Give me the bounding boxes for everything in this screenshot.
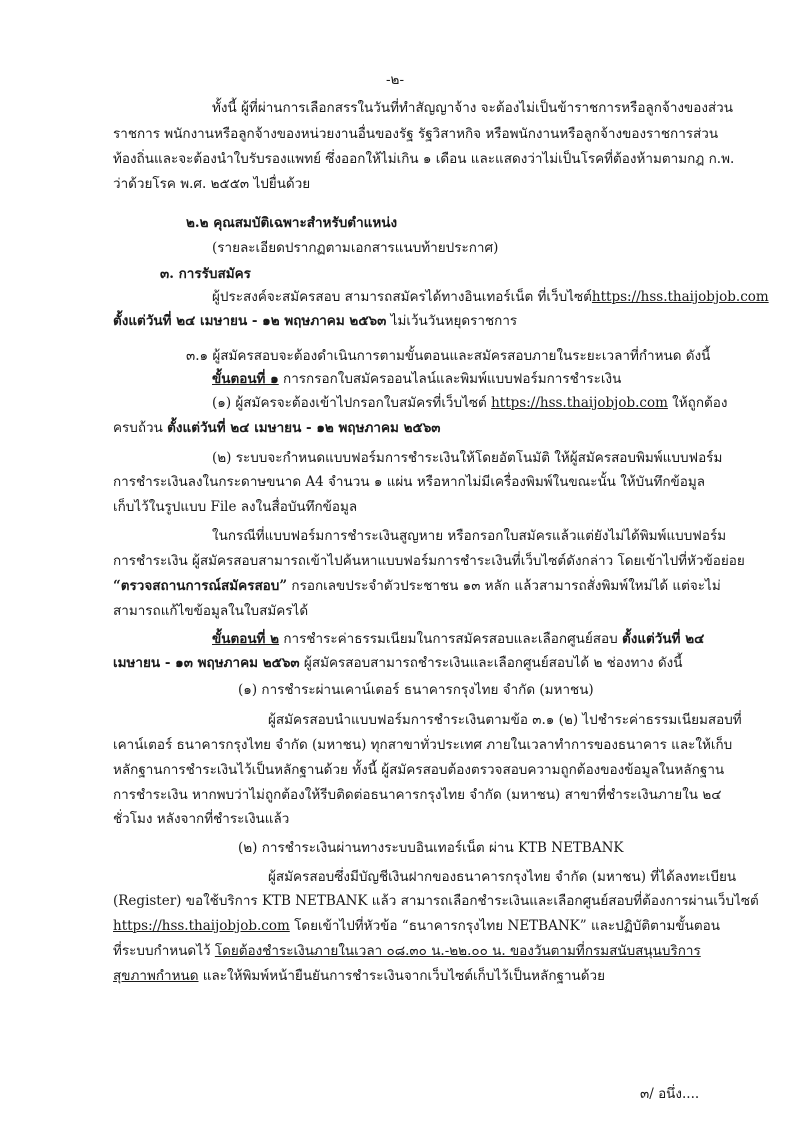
payment-option-2-line-4 [113, 941, 701, 961]
step-1-text: การกรอกใบสมัครออนไลน์และพิมพ์แบบฟอร์มการชำระเงิน [278, 371, 622, 387]
intro-line-3: ท้องถิ่นและจะต้องนำใบรับรองแพทย์ ซึ่งออกให้ไม่เกิน ๑ เดือน และแสดงว่าไม่เป็นโรคที่ต้องห้ามตามกฎ ก.พ. [113, 151, 735, 167]
continuation-marker: ๓/ อนึ่ง.... [640, 1086, 700, 1102]
payment-option-1-title: (๑) การชำระผ่านเคาน์เตอร์ ธนาคารกรุงไทย จำกัด (มหาชน) [238, 682, 594, 698]
lost-form-line-1: ในกรณีที่แบบฟอร์มการชำระเงินสูญหาย หรือกรอกใบสมัครแล้วแต่ยังไม่ได้พิมพ์แบบฟอร์ม [212, 528, 727, 544]
section-3-paragraph-line-1 [212, 287, 769, 307]
step-1-item-1-cont-text: ครบถ้วน [113, 420, 168, 436]
payment-option-2-line-1: ผู้สมัครสอบซึ่งมีบัญชีเงินฝากของธนาคารกรุงไทย จำกัด (มหาชน) ที่ได้ลงทะเบียน [268, 869, 737, 885]
step-1-item-2-line-3: เก็บไว้ในรูปแบบ File ลงในสื่อบันทึกข้อมูล [113, 499, 358, 515]
website-link[interactable]: https://hss.thaijobjob.com [591, 289, 769, 305]
lost-form-line-4: สามารถแก้ไขข้อมูลในใบสมัครได้ [113, 603, 309, 619]
step-1-item-1 [212, 393, 728, 413]
payment-time-window-cont: สุขภาพกำหนด [113, 968, 199, 984]
step-2-tail: ผู้สมัครสอบสามารถชำระเงินและเลือกศูนย์สอบได้ ๒ ช่องทาง ดังนี้ [299, 655, 683, 671]
step-1-item-1-cont [113, 418, 441, 438]
payment-time-window: โดยต้องชำระเงินภายในเวลา ๐๘.๓๐ น.-๒๒.๐๐ น. ของวันตามที่กรมสนับสนุนบริการ [214, 943, 701, 959]
step-1-item-2-line-1: (๒) ระบบจะกำหนดแบบฟอร์มการชำระเงินให้โดยอัตโนมัติ ให้ผู้สมัครสอบพิมพ์แบบฟอร์ม [212, 450, 723, 466]
step-2-line [212, 629, 704, 649]
website-link[interactable]: https://hss.thaijobjob.com [113, 918, 290, 934]
section-2-2-note: (รายละเอียดปรากฏตามเอกสารแนบท้ายประกาศ) [212, 240, 499, 256]
intro-line-2: ราชการ พนักงานหรือลูกจ้างของหน่วยงานอื่นของรัฐ รัฐวิสาหกิจ หรือพนักงานหรือลูกจ้างของราชการส่วน [113, 126, 719, 142]
lost-form-line-2: การชำระเงิน ผู้สมัครสอบสามารถเข้าไปค้นหาแบบฟอร์มการชำระเงินที่เว็บไซต์ดังกล่าว โดยเข้าไปที่หัวข้อย่อย [113, 553, 745, 569]
intro-line-4: ว่าด้วยโรค พ.ศ. ๒๕๕๓ ไปยื่นด้วย [113, 176, 311, 192]
section-3-text: ผู้ประสงค์จะสมัครสอบ สามารถสมัครได้ทางอินเทอร์เน็ต ที่เว็บไซต์ [212, 289, 592, 305]
page-number: -๒- [386, 72, 405, 88]
lost-form-line-3-tail: กรอกเลขประจำตัวประชาชน ๑๓ หลัก แล้วสามารถสั่งพิมพ์ใหม่ได้ แต่จะไม่ [287, 578, 721, 594]
intro-line-1: ทั้งนี้ ผู้ที่ผ่านการเลือกสรรในวันที่ทำสัญญาจ้าง จะต้องไม่เป็นข้าราชการหรือลูกจ้างของส่วน [212, 100, 733, 116]
section-2-2-heading: ๒.๒ คุณสมบัติเฉพาะสำหรับตำแหน่ง [186, 215, 398, 231]
check-status-menu: “ตรวจสถานการณ์สมัครสอบ” [113, 578, 288, 594]
payment-option-2-line-5 [113, 966, 605, 986]
step-1-item-2-line-2: การชำระเงินลงในกระดาษขนาด A4 จำนวน ๑ แผ่น หรือหากไม่มีเครื่องพิมพ์ในขณะนั้น ให้บันทึกข้อมูล [113, 474, 706, 490]
payment-option-1-line-2: เคาน์เตอร์ ธนาคารกรุงไทย จำกัด (มหาชน) ทุกสาขาทั่วประเทศ ภายในเวลาทำการของธนาคาร และให้เก็บ [113, 737, 733, 753]
section-3-heading: ๓. การรับสมัคร [160, 266, 251, 282]
step-2-label: ขั้นตอนที่ ๒ [212, 631, 280, 647]
payment-option-2-title: (๒) การชำระเงินผ่านทางระบบอินเทอร์เน็ต ผ่าน KTB NETBANK [238, 840, 624, 856]
website-link[interactable]: https://hss.thaijobjob.com [491, 395, 668, 411]
payment-option-2-line-5-tail: และให้พิมพ์หน้ายืนยันการชำระเงินจากเว็บไซต์เก็บไว้เป็นหลักฐานด้วย [198, 968, 606, 984]
application-period: ตั้งแต่วันที่ ๒๔ เมษายน - ๑๒ พฤษภาคม ๒๕๖๓ [113, 313, 387, 329]
payment-option-1-line-3: หลักฐานการชำระเงินไว้เป็นหลักฐานด้วย ทั้งนี้ ผู้สมัครสอบต้องตรวจสอบความถูกต้องของข้อมูลในหลักฐาน [113, 762, 725, 778]
step-1-item-1-tail: ให้ถูกต้อง [667, 395, 728, 411]
payment-option-1-line-4: การชำระเงิน หากพบว่าไม่ถูกต้องให้รีบติดต่อธนาคารกรุงไทย จำกัด (มหาชน) สาขาที่ชำระเงินภายใน ๒๔ [113, 787, 722, 803]
section-3-paragraph-line-2 [113, 311, 517, 331]
payment-option-2-line-4-text: ที่ระบบกำหนดไว้ [113, 943, 215, 959]
step-2-line-2 [113, 653, 682, 673]
payment-option-2-line-2: (Register) ขอใช้บริการ KTB NETBANK แล้ว สามารถเลือกชำระเงินและเลือกศูนย์สอบที่ต้องการผ่านเว็บไซต์ [113, 893, 759, 909]
lost-form-line-3 [113, 576, 721, 596]
payment-option-2-line-3 [113, 916, 720, 936]
application-period-note: ไม่เว้นวันหยุดราชการ [386, 313, 518, 329]
step-2-period-start: ตั้งแต่วันที่ ๒๔ [621, 631, 705, 647]
payment-option-2-line-3-tail: โดยเข้าไปที่หัวข้อ “ธนาคารกรุงไทย NETBANK” และปฏิบัติตามขั้นตอน [289, 918, 720, 934]
step-2-text: การชำระค่าธรรมเนียมในการสมัครสอบและเลือกศูนย์สอบ [279, 631, 622, 647]
payment-option-1-line-1: ผู้สมัครสอบนำแบบฟอร์มการชำระเงินตามข้อ ๓.๑ (๒) ไปชำระค่าธรรมเนียมสอบที่ [268, 712, 742, 728]
step-1-item-1-text: (๑) ผู้สมัครจะต้องเข้าไปกรอกใบสมัครที่เว็บไซต์ [212, 395, 492, 411]
step-1-line [212, 369, 621, 389]
step-1-period: ตั้งแต่วันที่ ๒๔ เมษายน - ๑๒ พฤษภาคม ๒๕๖๓ [167, 420, 441, 436]
section-3-1-intro: ๓.๑ ผู้สมัครสอบจะต้องดำเนินการตามขั้นตอนและสมัครสอบภายในระยะเวลาที่กำหนด ดังนี้ [186, 348, 711, 364]
payment-option-1-line-5: ชั่วโมง หลังจากที่ชำระเงินแล้ว [113, 811, 290, 827]
step-2-period-end: เมษายน - ๑๓ พฤษภาคม ๒๕๖๓ [113, 655, 300, 671]
step-1-label: ขั้นตอนที่ ๑ [212, 371, 279, 387]
